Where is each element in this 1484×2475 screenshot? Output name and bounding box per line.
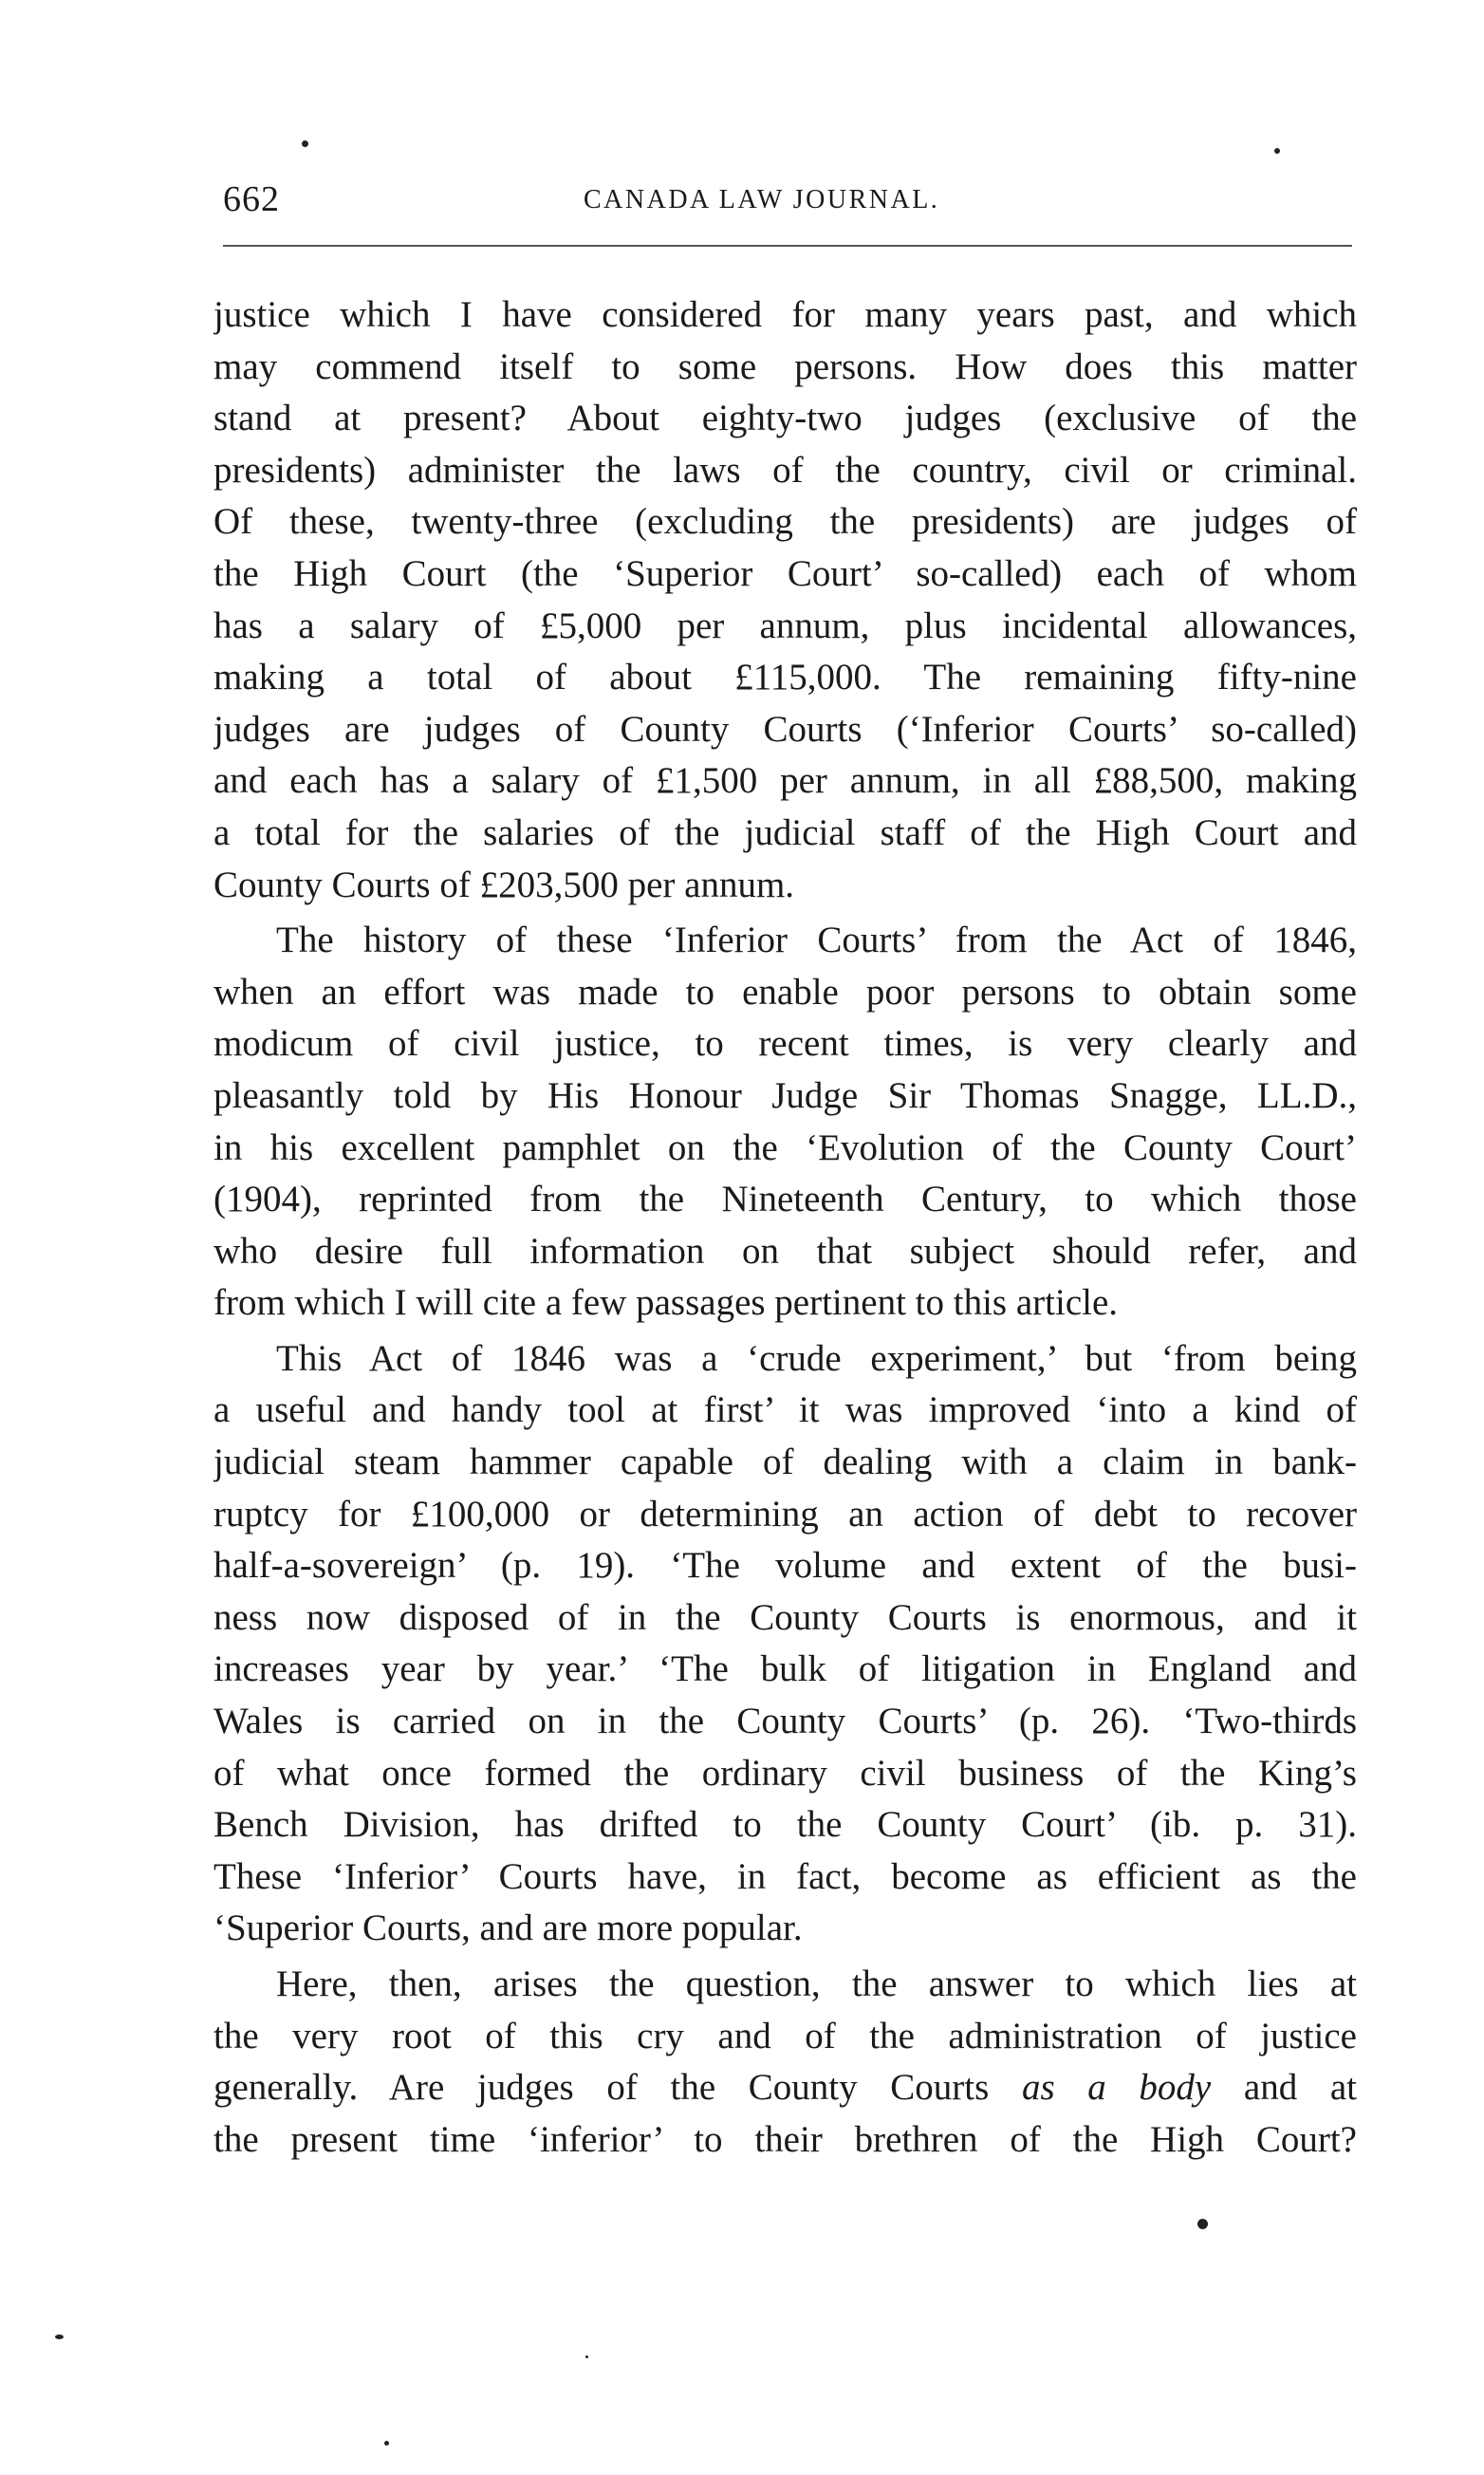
scan-speck bbox=[585, 2355, 588, 2358]
text-line: The history of these ‘Inferior Courts’ from the Act of 1846, bbox=[276, 920, 1357, 961]
text-line: This Act of 1846 was a ‘crude experiment,’ but ‘from being bbox=[276, 1337, 1357, 1379]
text-line: ‘Superior Courts, and are more popular. bbox=[213, 1907, 803, 1949]
page-header bbox=[223, 178, 1357, 219]
header-rule bbox=[223, 245, 1352, 247]
text-line: Here, then, arises the question, the answer to which lies at bbox=[276, 1963, 1357, 2004]
text-line: Of these, twenty-three (excluding the presidents) are judges of bbox=[213, 501, 1357, 543]
text-line-with-emphasis bbox=[213, 2062, 1357, 2114]
text-line: of what once formed the ordinary civil business of the King’s bbox=[213, 1752, 1357, 1794]
text-line: a useful and handy tool at first’ it was improved ‘into a kind of bbox=[213, 1389, 1357, 1431]
text-line: justice which I have considered for many years past, and which bbox=[213, 294, 1357, 335]
running-head: CANADA LAW JOURNAL. bbox=[584, 185, 940, 214]
text-line: judges are judges of County Courts (‘Inferior Courts’ so-called) bbox=[213, 708, 1357, 750]
text-line: half-a-sovereign’ (p. 19). ‘The volume and extent of the busi- bbox=[213, 1545, 1357, 1587]
text-line: who desire full information on that subject should refer, and bbox=[213, 1230, 1357, 1272]
scan-speck bbox=[1197, 2219, 1208, 2229]
text-line: a total for the salaries of the judicial staff of the High Court and bbox=[213, 811, 1357, 853]
text-line: the very root of this cry and of the administration of justice bbox=[213, 2015, 1357, 2056]
text-line: Wales is carried on in the County Courts’ (p. 26). ‘Two-thirds bbox=[213, 1701, 1357, 1742]
scan-speck bbox=[302, 140, 308, 147]
text-line: making a total of about £115,000. The remaining fifty-nine bbox=[213, 657, 1357, 698]
text-line: in his excellent pamphlet on the ‘Evolution of the County Court’ bbox=[213, 1126, 1357, 1168]
text-line: County Courts of £203,500 per annum. bbox=[213, 864, 795, 905]
scan-speck bbox=[384, 2441, 389, 2446]
text-line: These ‘Inferior’ Courts have, in fact, become as efficient as the bbox=[213, 1855, 1357, 1897]
paragraph-1 bbox=[213, 289, 1357, 911]
text-line: Bench Division, has drifted to the County Court’ (ib. p. 31). bbox=[213, 1804, 1357, 1846]
paragraph-4 bbox=[213, 1959, 1357, 2166]
text-line: increases year by year.’ ‘The bulk of litigation in England and bbox=[213, 1648, 1357, 1690]
scan-speck bbox=[55, 2335, 64, 2339]
text-line: (1904), reprinted from the Nineteenth Century, to which those bbox=[213, 1179, 1357, 1220]
text-line: presidents) administer the laws of the country, civil or criminal. bbox=[213, 449, 1357, 491]
page-number: 662 bbox=[223, 179, 280, 219]
scan-speck bbox=[1274, 148, 1280, 154]
text-line: has a salary of £5,000 per annum, plus incidental allowances, bbox=[213, 605, 1357, 646]
text-line: ness now disposed of in the County Courts is enormous, and it bbox=[213, 1596, 1357, 1638]
text-line: judicial steam hammer capable of dealing with a claim in bank- bbox=[213, 1442, 1357, 1483]
text-line: and each has a salary of £1,500 per annum, in all £88,500, making bbox=[213, 760, 1357, 802]
paragraph-2 bbox=[213, 915, 1357, 1330]
text-segment: and at bbox=[1211, 2067, 1357, 2109]
body-text bbox=[213, 289, 1357, 2166]
text-line: the High Court (the ‘Superior Court’ so-called) each of whom bbox=[213, 552, 1357, 594]
paragraph-3 bbox=[213, 1333, 1357, 1955]
text-line: modicum of civil justice, to recent times, is very clearly and bbox=[213, 1023, 1357, 1065]
emphasis-text: as a body bbox=[1021, 2067, 1212, 2109]
text-line: may commend itself to some persons. How does this matter bbox=[213, 345, 1357, 387]
text-line: when an effort was made to enable poor persons to obtain some bbox=[213, 971, 1357, 1013]
text-line: the present time ‘inferior’ to their brethren of the High Court? bbox=[213, 2118, 1357, 2160]
text-line: stand at present? About eighty-two judges (exclusive of the bbox=[213, 398, 1357, 439]
text-line: pleasantly told by His Honour Judge Sir Thomas Snagge, LL.D., bbox=[213, 1074, 1357, 1116]
text-segment: generally. Are judges of the County Courts bbox=[213, 2067, 990, 2109]
text-line: ruptcy for £100,000 or determining an action of debt to recover bbox=[213, 1493, 1357, 1535]
text-line: from which I will cite a few passages pertinent to this article. bbox=[213, 1282, 1119, 1324]
